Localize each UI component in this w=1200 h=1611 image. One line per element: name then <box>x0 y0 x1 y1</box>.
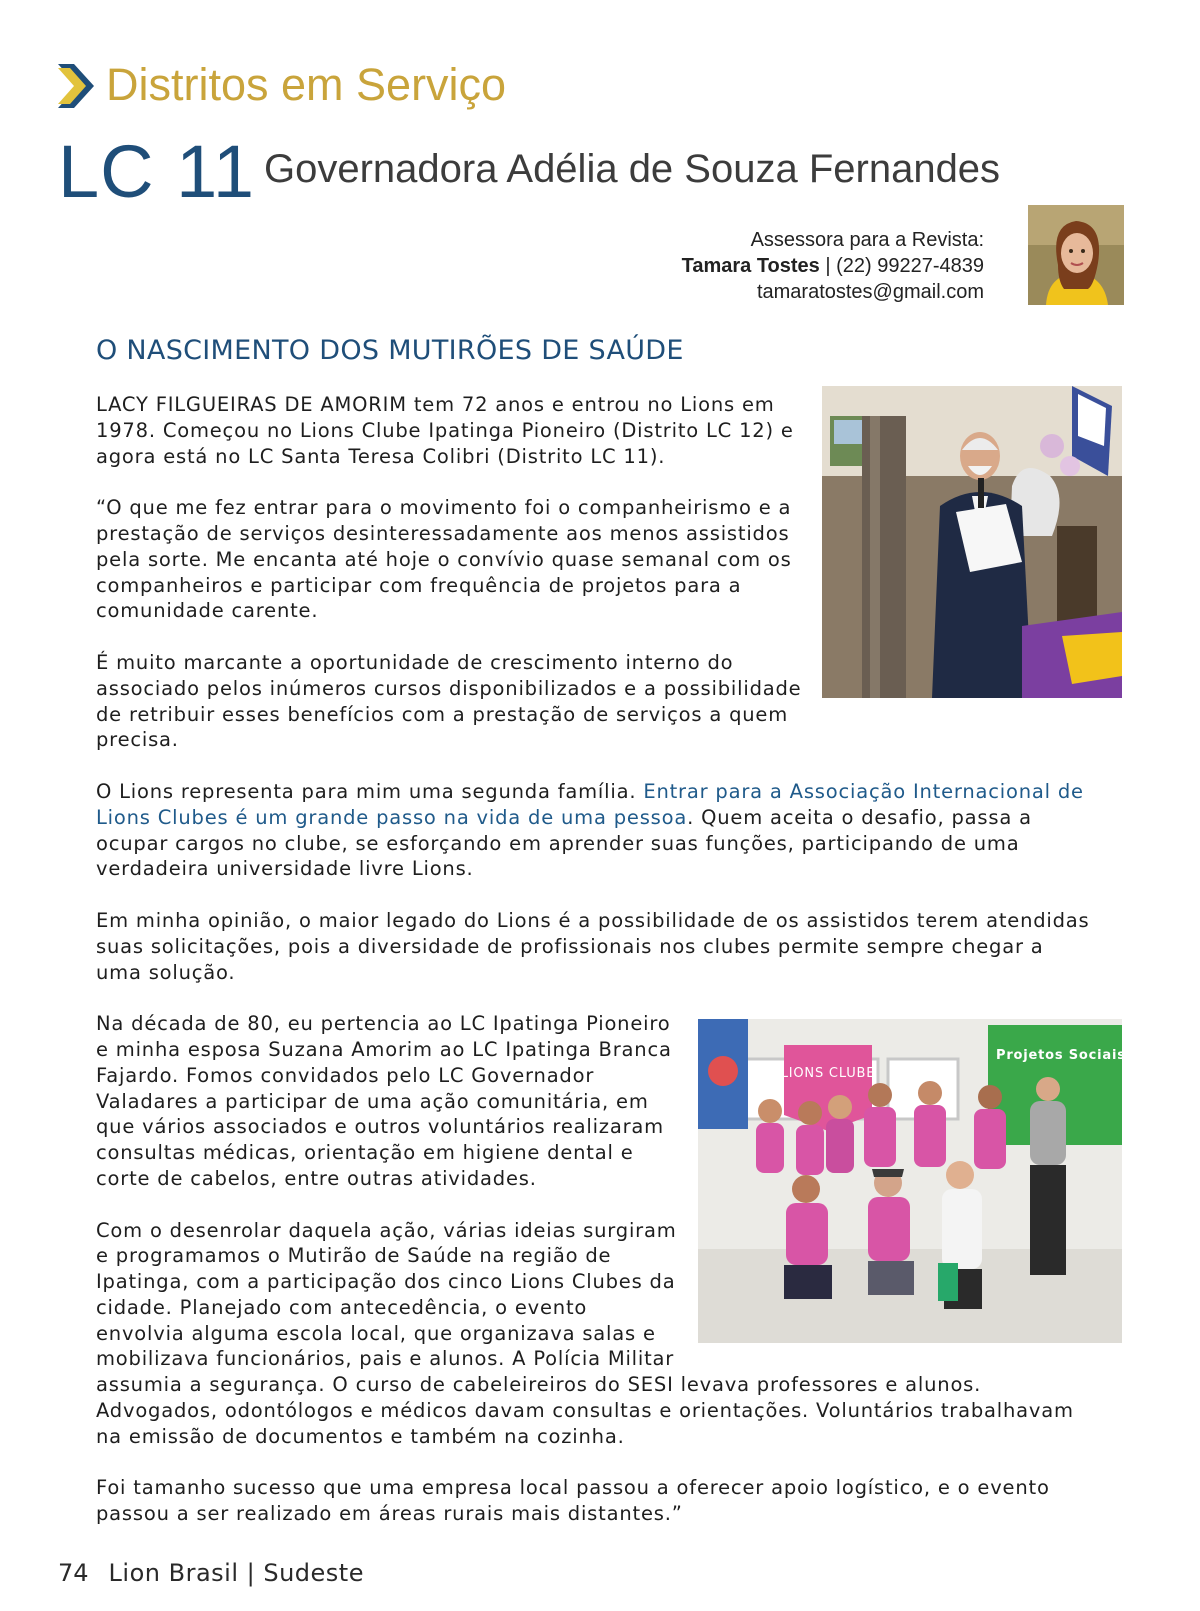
highlight-quote: Entrar para a Associação Internacional de Lions Clubes é um grande passo na vida de uma pessoa <box>96 779 1084 829</box>
article-body <box>96 392 1185 1553</box>
contact-name: Tamara Tostes <box>681 255 820 277</box>
photo-speaker <box>822 386 1122 698</box>
sign-text: Projetos Sociais Sicoob <box>996 1048 1185 1064</box>
paragraph-4-end: . Quem aceita o desafio, passa a ocupar cargos no clube, se esforçando em aprender suas funções, participando de uma verdadeira universidade livre Lions. <box>96 805 1032 881</box>
paragraph-5: Em minha opinião, o maior legado do Lions é a possibilidade de os assistidos terem atendidas suas solicitações, pois a diversidade de profissionais nos clubes permite sempre chegar a uma solução. <box>96 908 1090 984</box>
paragraph-6: Na década de 80, eu pertencia ao LC Ipatinga Pioneiro e minha esposa Suzana Amorim ao LC Ipatinga Branca Fajardo. Fomos convidados pelo LC Governador Valadares a participar de uma ação comunitária, em que vários associados e outros voluntários realizaram consultas médicas, orientação em higiene dental e corte de cabelos, entre outras atividades. <box>96 1012 672 1190</box>
contact-email: tamaratostes@gmail.com <box>756 281 984 303</box>
article-title: O NASCIMENTO DOS MUTIRÕES DE SAÚDE <box>96 335 684 366</box>
contact-phone: (22) 99227-4839 <box>836 255 984 277</box>
magazine-name: Lion Brasil | Sudeste <box>108 1559 364 1587</box>
banner-text: LIONS CLUBE <box>780 1066 876 1082</box>
paragraph-2: “O que me fez entrar para o movimento foi o companheirismo e a prestação de serviços desinteressadamente aos menos assistidos pela sorte. Me encanta até hoje o convívio quase semanal com os companheiros e participar com frequência de projetos para a comunidade carente. <box>96 496 792 623</box>
page-footer <box>58 1556 364 1590</box>
section-title: Distritos em Serviço <box>106 59 507 110</box>
paragraph-1: LACY FILGUEIRAS DE AMORIM tem 72 anos e entrou no Lions em 1978. Começou no Lions Clube Ipatinga Pioneiro (Distrito LC 12) e agora está no LC Santa Teresa Colibri (Distrito LC 11). <box>96 393 794 468</box>
section-arrow-icon <box>58 64 98 108</box>
contact-role: Assessora para a Revista: <box>750 229 984 251</box>
contact-separator: | <box>819 255 837 277</box>
photo-group <box>698 1019 1185 1343</box>
district-code: LC 11 <box>58 130 255 213</box>
page-number: 74 <box>58 1559 89 1587</box>
paragraph-7: Com o desenrolar daquela ação, várias ideias surgiram e programamos o Mutirão de Saúde na região de Ipatinga, com a participação dos cinco Lions Clubes da cidade. Planejado com antecedência, o evento envolvia alguma escola local, que organizava salas e mobilizava funcionários, pais e alunos. A Polícia Militar assumia a segurança. O curso de cabeleireiros do SESI levava professores e alunos. Advogados, odontólogos e médicos davam consultas e orientações. Voluntários trabalhavam na emissão de documentos e também na cozinha. <box>96 1218 1074 1448</box>
paragraph-4 <box>96 779 1096 882</box>
paragraph-8: Foi tamanho sucesso que uma empresa local passou a oferecer apoio logístico, e o evento passou a ser realizado em áreas rurais mais distantes.” <box>96 1476 1050 1526</box>
contact-line <box>682 253 984 279</box>
paragraph-4-start: O Lions representa para mim uma segunda família. <box>96 779 644 803</box>
contact-block <box>682 227 984 305</box>
governor-name: Governadora Adélia de Souza Fernandes <box>264 147 1001 191</box>
contact-portrait <box>1028 205 1124 305</box>
paragraph-3: É muito marcante a oportunidade de crescimento interno do associado pelos inúmeros cursos disponibilizados e a possibilidade de retribuir esses benefícios com a prestação de serviços a quem precisa. <box>96 650 802 752</box>
